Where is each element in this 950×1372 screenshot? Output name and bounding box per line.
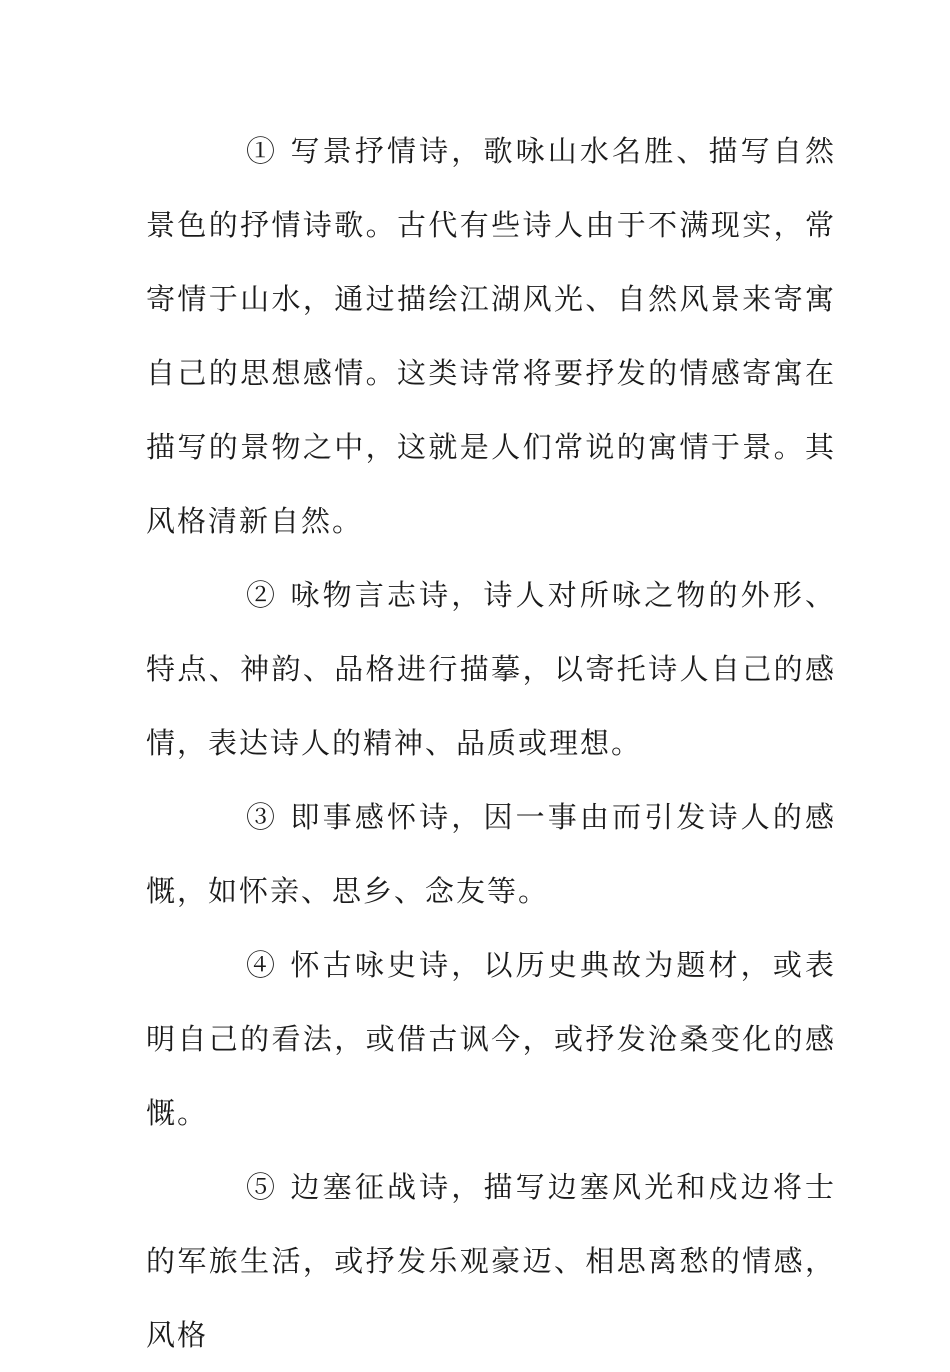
paragraph-landscape-lyric-poetry: ① 写景抒情诗，歌咏山水名胜、描写自然景色的抒情诗歌。古代有些诗人由于不满现实，常寄情于山水，通过描绘江湖风光、自然风景来寄寓自己的思想感情。这类诗常将要抒发的情感寄寓在描写的景物之中，这就是人们常说的寓情于景。其风格清新自然。 <box>146 134 836 538</box>
paragraph-historical-nostalgia-poetry: ④ 怀古咏史诗，以历史典故为题材，或表明自己的看法，或借古讽今，或抒发沧桑变化的感慨。 <box>146 948 836 1130</box>
paragraph-object-chanting-poetry: ② 咏物言志诗，诗人对所咏之物的外形、特点、神韵、品格进行描摹，以寄托诗人自己的感情，表达诗人的精神、品质或理想。 <box>146 578 836 760</box>
document-body <box>146 114 836 1372</box>
paragraph-frontier-war-poetry: ⑤ 边塞征战诗，描写边塞风光和戍边将士的军旅生活，或抒发乐观豪迈、相思离愁的情感，风格 <box>146 1170 836 1352</box>
paragraph-event-reflection-poetry: ③ 即事感怀诗，因一事由而引发诗人的感慨，如怀亲、思乡、念友等。 <box>146 800 836 908</box>
